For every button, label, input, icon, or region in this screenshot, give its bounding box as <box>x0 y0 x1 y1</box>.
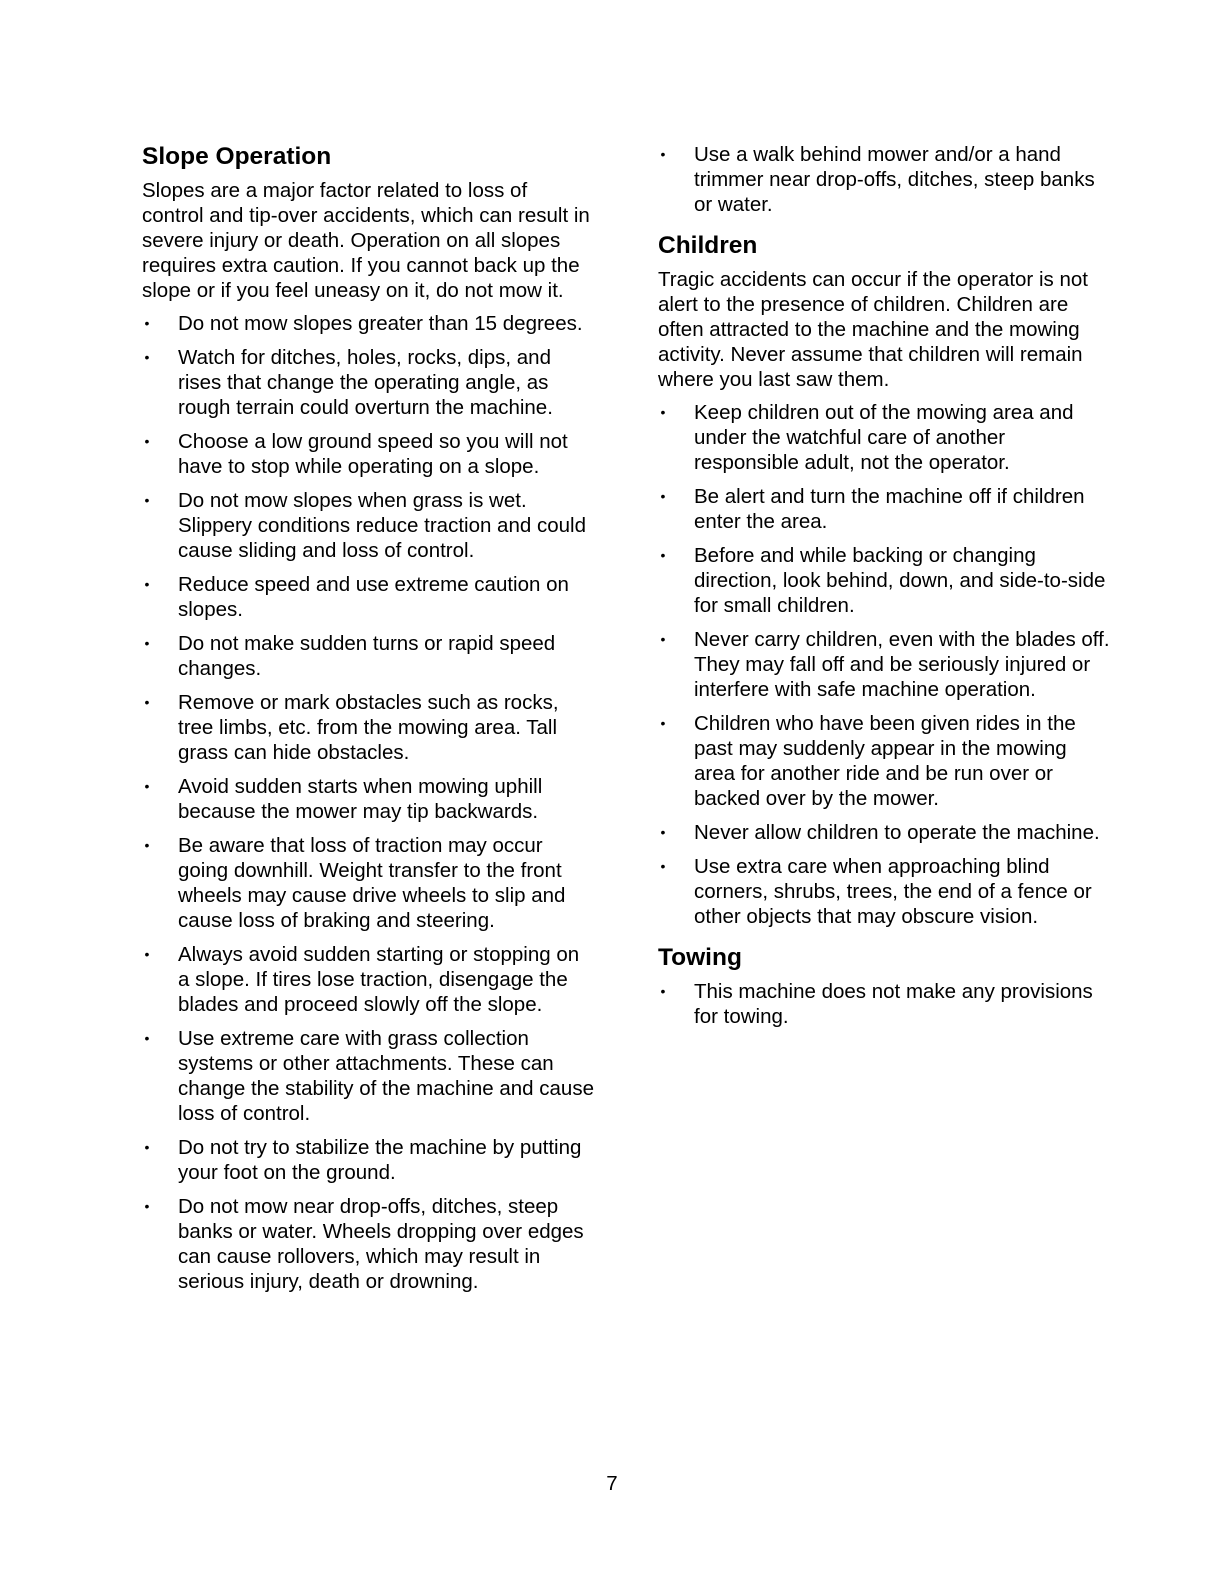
list-item <box>658 711 1110 811</box>
list-item-text: Do not try to stabilize the machine by putting your foot on the ground. <box>178 1136 582 1184</box>
list-item-text: Always avoid sudden starting or stopping on a slope. If tires lose traction, disengage the blades and proceed slowly off the slope. <box>178 943 580 1016</box>
bullet-icon: • <box>144 778 150 794</box>
list-item <box>142 1194 594 1294</box>
right-column <box>658 142 1110 1038</box>
bullet-icon: • <box>660 488 666 504</box>
list-item <box>658 543 1110 618</box>
list-item <box>658 400 1110 475</box>
list-item <box>142 429 594 479</box>
bullet-icon: • <box>144 837 150 853</box>
bullet-icon: • <box>144 1139 150 1155</box>
bullet-icon: • <box>660 983 666 999</box>
bullet-icon: • <box>660 824 666 840</box>
children-heading: Children <box>658 232 758 259</box>
towing-heading: Towing <box>658 944 742 971</box>
list-item-text: Keep children out of the mowing area and under the watchful care of another responsible adult, not the operator. <box>694 401 1074 474</box>
list-item-text: Do not make sudden turns or rapid speed changes. <box>178 632 556 680</box>
list-item-text: Do not mow near drop-offs, ditches, steep banks or water. Wheels dropping over edges can cause rollovers, which may result in serious injury, death or drowning. <box>178 1195 584 1293</box>
list-item-text: Do not mow slopes when grass is wet. Slippery conditions reduce traction and could cause sliding and loss of control. <box>178 489 586 562</box>
slope-operation-heading: Slope Operation <box>142 143 332 170</box>
list-item <box>658 484 1110 534</box>
list-item-text: Watch for ditches, holes, rocks, dips, and rises that change the operating angle, as rough terrain could overturn the machine. <box>178 346 553 419</box>
bullet-icon: • <box>144 433 150 449</box>
page-number: 7 <box>606 1472 618 1495</box>
list-item <box>658 820 1110 845</box>
bullet-icon: • <box>660 715 666 731</box>
towing-list <box>658 979 1110 1029</box>
list-item <box>658 979 1110 1029</box>
list-item <box>658 142 1110 217</box>
list-item-text: Use extreme care with grass collection systems or other attachments. These can change the stability of the machine and cause loss of control. <box>178 1027 594 1125</box>
bullet-icon: • <box>660 146 666 162</box>
bullet-icon: • <box>144 492 150 508</box>
list-item-text: Before and while backing or changing direction, look behind, down, and side-to-side for small children. <box>694 544 1106 617</box>
list-item <box>142 833 594 933</box>
list-item-text: This machine does not make any provisions for towing. <box>694 980 1093 1028</box>
list-item <box>142 631 594 681</box>
slope-operation-intro: Slopes are a major factor related to loss of control and tip-over accidents, which can result in severe injury or death. Operation on all slopes requires extra caution. If you cannot back up the slope or if you feel uneasy on it, do not mow it. <box>142 179 590 302</box>
list-item-text: Be alert and turn the machine off if children enter the area. <box>694 485 1085 533</box>
list-item-text: Choose a low ground speed so you will not have to stop while operating on a slope. <box>178 430 568 478</box>
bullet-icon: • <box>144 694 150 710</box>
list-item <box>142 774 594 824</box>
list-item-text: Reduce speed and use extreme caution on slopes. <box>178 573 569 621</box>
list-item <box>142 1026 594 1126</box>
bullet-icon: • <box>660 547 666 563</box>
list-item-text: Children who have been given rides in the past may suddenly appear in the mowing area for another ride and be run over or backed over by the mower. <box>694 712 1076 810</box>
left-column <box>142 142 594 1303</box>
bullet-icon: • <box>660 631 666 647</box>
list-item <box>142 345 594 420</box>
bullet-icon: • <box>144 946 150 962</box>
list-item-text: Do not mow slopes greater than 15 degrees. <box>178 312 583 335</box>
bullet-icon: • <box>660 858 666 874</box>
list-item-text: Use extra care when approaching blind corners, shrubs, trees, the end of a fence or other objects that may obscure vision. <box>694 855 1092 928</box>
bullet-icon: • <box>144 315 150 331</box>
list-item-text: Use a walk behind mower and/or a hand trimmer near drop-offs, ditches, steep banks or water. <box>694 143 1095 216</box>
list-item <box>142 1135 594 1185</box>
bullet-icon: • <box>144 576 150 592</box>
slope-operation-list-continued <box>658 142 1110 217</box>
list-item <box>142 942 594 1017</box>
list-item <box>142 572 594 622</box>
bullet-icon: • <box>144 1030 150 1046</box>
list-item-text: Never allow children to operate the machine. <box>694 821 1100 844</box>
list-item-text: Remove or mark obstacles such as rocks, tree limbs, etc. from the mowing area. Tall grass can hide obstacles. <box>178 691 559 764</box>
list-item <box>658 854 1110 929</box>
slope-operation-list <box>142 311 594 1294</box>
bullet-icon: • <box>144 349 150 365</box>
list-item <box>142 690 594 765</box>
list-item <box>142 311 594 336</box>
list-item-text: Avoid sudden starts when mowing uphill because the mower may tip backwards. <box>178 775 543 823</box>
children-list <box>658 400 1110 929</box>
children-intro: Tragic accidents can occur if the operator is not alert to the presence of children. Children are often attracted to the machine and the mowing activity. Never assume that children will remain where you last saw them. <box>658 268 1088 391</box>
bullet-icon: • <box>144 635 150 651</box>
bullet-icon: • <box>660 404 666 420</box>
list-item <box>142 488 594 563</box>
list-item <box>658 627 1110 702</box>
bullet-icon: • <box>144 1198 150 1214</box>
list-item-text: Be aware that loss of traction may occur going downhill. Weight transfer to the front wheels may cause drive wheels to slip and cause loss of braking and steering. <box>178 834 566 932</box>
list-item-text: Never carry children, even with the blades off. They may fall off and be seriously injured or interfere with safe machine operation. <box>694 628 1110 701</box>
